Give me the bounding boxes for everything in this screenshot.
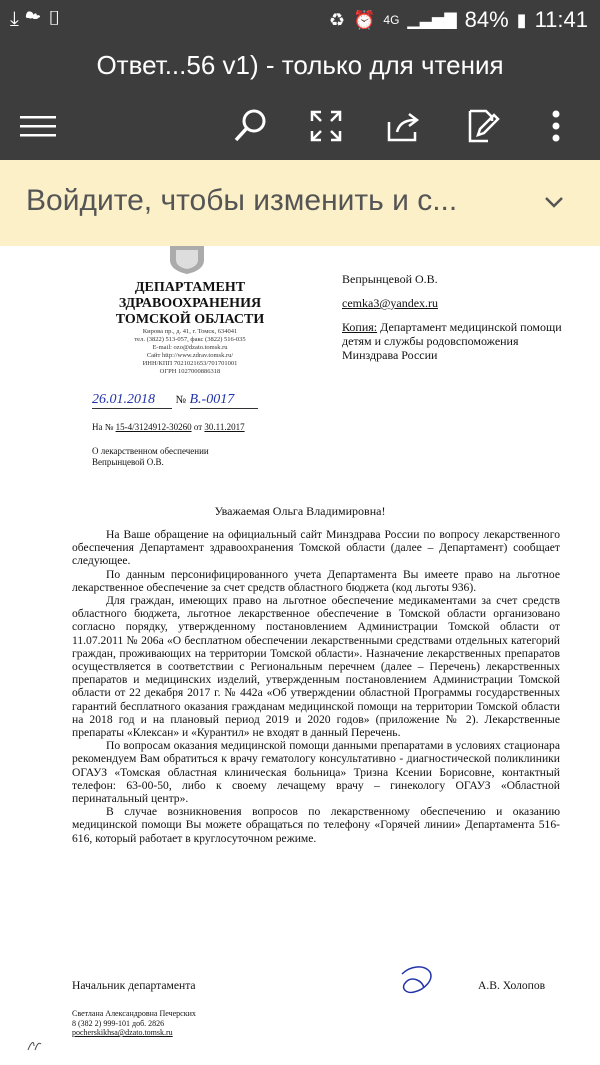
cup-icon: ▯ <box>46 8 69 30</box>
document-title: Ответ...56 v1) - только для чтения <box>96 50 504 80</box>
recipient-name: Вепрынцевой О.В. <box>342 272 438 286</box>
performer-name: Светлана Александровна Печерских <box>72 1009 196 1018</box>
search-icon <box>230 106 270 146</box>
performer-email: pocherskikhsa@dzato.tomsk.ru <box>72 1028 173 1037</box>
body-paragraph: По данным персонифицированного учета Департамента Вы имеете право на льготное лекарственное обеспечение за счет средств областного бюджета (код льготы 936). <box>72 567 560 594</box>
contact-line: ОГРН 1027000886318 <box>159 368 221 375</box>
toolbar <box>0 102 600 152</box>
search-button[interactable] <box>226 102 274 150</box>
share-icon <box>385 108 423 144</box>
sign-in-banner[interactable] <box>0 160 600 246</box>
app-header <box>0 40 600 160</box>
clock: 11:41 <box>534 7 588 32</box>
more-icon <box>551 109 561 143</box>
department-contacts <box>100 328 280 376</box>
signal-icon: ▁▃▅▇ <box>407 12 457 29</box>
performer-info <box>72 1009 196 1038</box>
network-indicator: 4G <box>383 12 400 27</box>
document-page <box>0 246 600 1065</box>
menu-button[interactable] <box>14 102 62 150</box>
cloud-icon: ☁ <box>24 8 47 30</box>
body-paragraph: В случае возникновения вопросов по лекарственному обеспечению и оказанию медицинской помощи Вы можете обращаться по телефону «Горячей линии» Департамента 516-616, который работает в круглосуточном режиме. <box>72 805 560 845</box>
letter-date: 26.01.2018 <box>92 392 172 409</box>
edit-icon <box>464 107 500 145</box>
body-paragraph: По вопросам оказания медицинской помощи данными препаратами в условиях стационара рекомендуем Вам обратиться к врачу гематологу консультативно - диагностической поликлиники ОГАУЗ «Томская областная клиническая больница» Тризна Ксении Борисовне, контактный телефон: 63-00-50, либо к своему лечащему врачу – гинекологу ОГАУЗ «Областной перинатальный центр». <box>72 739 560 806</box>
share-button[interactable] <box>380 102 428 150</box>
dept-line: ТОМСКОЙ ОБЛАСТИ <box>115 312 265 327</box>
copy-label: Копия: <box>342 320 378 334</box>
status-left-icons <box>10 8 68 31</box>
letter-body <box>72 528 560 845</box>
initials-mark <box>26 1038 46 1054</box>
performer-phone: 8 (382 2) 999-101 доб. 2826 <box>72 1018 165 1028</box>
signature-name: А.В. Холопов <box>478 979 546 992</box>
reference-line <box>92 422 245 432</box>
battery-percent: 84% <box>464 7 509 32</box>
contact-line: Сайт http://www.zdrav.tomsk.ru/ <box>146 352 234 359</box>
ref-number: 15-4/3124912-30260 <box>115 422 192 432</box>
chevron-down-icon[interactable] <box>538 186 570 218</box>
banner-text: Войдите, чтобы изменить и с... <box>26 184 458 217</box>
alarm-icon: ⏰ <box>352 9 376 30</box>
greeting: Уважаемая Ольга Владимировна! <box>214 504 386 518</box>
battery-icon: ▮ <box>516 9 527 30</box>
ref-date: 30.11.2017 <box>204 422 245 432</box>
status-right <box>329 7 588 33</box>
subject-line: О лекарственном обеспечении <box>92 446 209 456</box>
more-options-button[interactable] <box>532 102 580 150</box>
dept-line: ДЕПАРТАМЕНТ <box>134 280 246 295</box>
fullscreen-button[interactable] <box>302 102 350 150</box>
body-paragraph: Для граждан, имеющих право на льготное обеспечение медикаментами за счет средств областного бюджета, льготное лекарственное обеспечение в Томской области организовано согласно порядку, утвержденному постановлением Администрации Томской области от 11.07.2011 № 206а «О бесплатном обеспечении лекарственными средствами отдельных категорий граждан, проживающих на территории Томской области». Назначение лекарственных препаратов осуществляется в соответствии с Региональным перечнем (далее – Перечень) лекарственных препаратов и медицинских изделий, утвержденным постановлением Администрации Томской области от 22 декабря 2017 г. № 442а «Об утверждении областной Программы государственных гарантий бесплатного оказания гражданам медицинской помощи на территории Томской области на 2018 год и на плановый период 2019 и 2020 годов» (приложение № 2). Лекарственные препараты «Клексан» и «Курантил» не входят в данный Перечень. <box>72 594 560 740</box>
copy-block <box>342 320 562 362</box>
outgoing-date-number <box>92 392 258 409</box>
letter-subject <box>92 446 209 468</box>
signature-mark <box>396 962 436 1004</box>
contact-line: ИНН/КПП 7021021653/701701001 <box>142 360 238 367</box>
status-bar <box>0 0 600 40</box>
contact-line: E-mail: ozo@dzato.tomsk.ru <box>152 344 228 351</box>
dept-line: ЗДРАВООХРАНЕНИЯ <box>118 296 262 311</box>
contact-line: тел. (3822) 513-057, факс (3822) 516-035 <box>134 336 246 343</box>
menu-icon <box>18 111 58 141</box>
number-sign: № <box>175 394 186 406</box>
ref-from: от <box>193 422 203 432</box>
download-icon: ⤓ <box>10 8 25 30</box>
recycle-icon: ♻ <box>328 9 345 30</box>
recipient-block <box>342 272 562 362</box>
body-paragraph: На Ваше обращение на официальный сайт Минздрава России по вопросу лекарственного обеспечения Департамент здравоохранения Томской области (далее – Департамент) сообщает следующее. <box>72 528 560 568</box>
ref-prefix: На № <box>92 422 114 432</box>
copy-text: Департамент медицинской помощи детям и службы родовспоможения Минздрава России <box>342 320 562 362</box>
contact-line: Кирова пр., д. 41, г. Томск, 634041 <box>142 328 238 335</box>
signature-title: Начальник департамента <box>72 979 196 992</box>
fullscreen-icon <box>308 108 344 144</box>
edit-button[interactable] <box>458 102 506 150</box>
recipient-email: cemka3@yandex.ru <box>342 296 439 310</box>
department-name <box>100 280 280 328</box>
coat-of-arms-icon <box>164 244 210 274</box>
subject-line: Вепрынцевой О.В. <box>92 457 164 467</box>
letter-number: В.-0017 <box>190 392 258 409</box>
